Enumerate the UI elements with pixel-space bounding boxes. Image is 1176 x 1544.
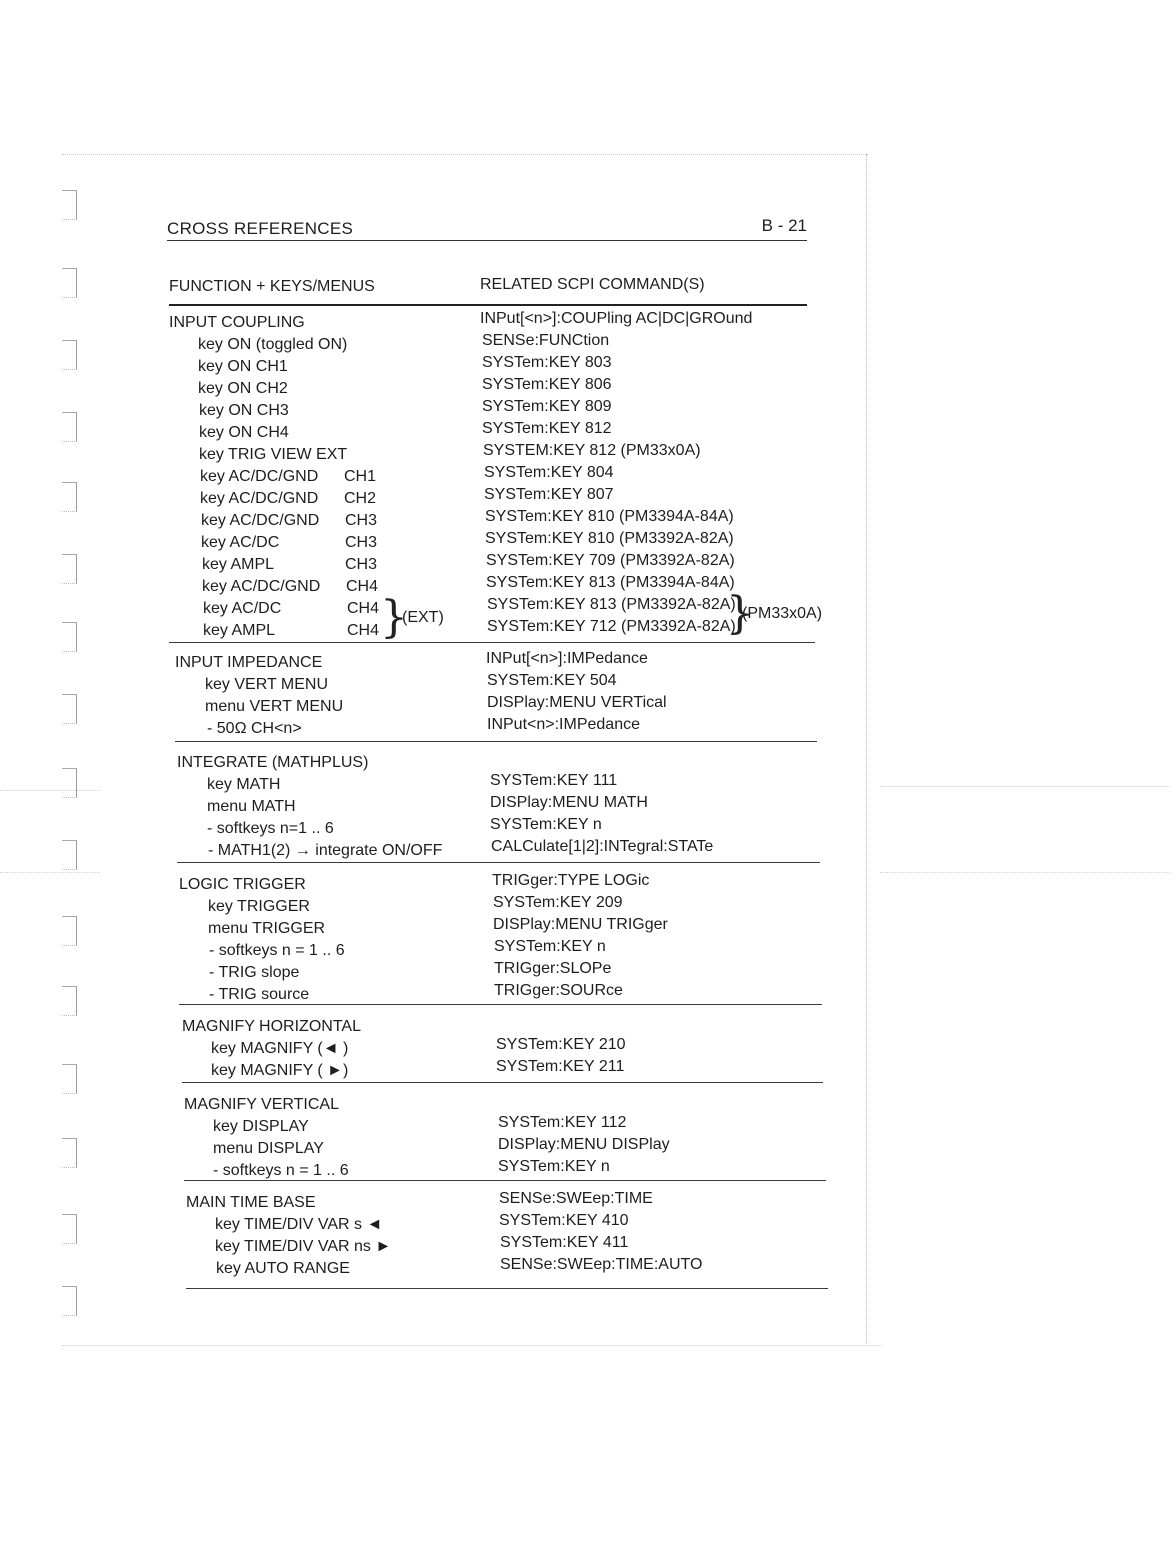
column-header-scpi: RELATED SCPI COMMAND(S)	[480, 276, 705, 293]
row-label: key AUTO RANGE	[216, 1260, 350, 1277]
row-command: SYSTem:KEY 211	[496, 1058, 625, 1075]
section-title-command: INPut[<n>]:IMPedance	[486, 650, 648, 667]
row-command: SYSTem:KEY n	[494, 938, 606, 955]
row-label: menu VERT MENU	[205, 698, 344, 715]
row-command: SYSTem:KEY 803	[482, 354, 612, 371]
row-label: - TRIG source	[209, 986, 310, 1003]
row-label: key AC/DC	[203, 600, 282, 617]
section-magnify-horizontal	[182, 1014, 823, 1083]
row-label: menu DISPLAY	[213, 1140, 324, 1157]
scan-ghost-line	[0, 790, 100, 791]
section-title: MAIN TIME BASE	[186, 1194, 316, 1211]
row-label: key AC/DC/GND	[201, 512, 320, 529]
row-label: - softkeys n=1 .. 6	[207, 820, 334, 837]
row-label: key AC/DC	[201, 534, 280, 551]
scan-edge-right	[866, 154, 867, 1344]
section-integrate-mathplus	[177, 750, 820, 863]
row-label: key AMPL	[203, 622, 276, 639]
section-logic-trigger	[179, 870, 822, 1005]
row-label: key MATH	[207, 776, 281, 793]
row-label: - 50Ω CH<n>	[207, 720, 302, 737]
section-title: INPUT COUPLING	[169, 314, 305, 331]
row-label: key ON (toggled ON)	[198, 336, 348, 353]
row-label: - softkeys n = 1 .. 6	[209, 942, 345, 959]
scan-ghost-line	[0, 872, 100, 873]
row-channel: CH3	[345, 534, 378, 551]
row-command: SYSTem:KEY 411	[500, 1234, 629, 1251]
row-label: - TRIG slope	[209, 964, 300, 981]
row-command: SYSTem:KEY 111	[490, 772, 618, 789]
scan-edge-bottom	[62, 1345, 882, 1346]
row-command: SYSTem:KEY 112	[498, 1114, 627, 1131]
row-label: key ON CH4	[199, 424, 289, 441]
row-channel: CH4	[347, 622, 380, 639]
row-command: INPut<n>:IMPedance	[487, 716, 640, 733]
section-input-impedance	[175, 648, 817, 742]
row-command: SYSTem:KEY 210	[496, 1036, 626, 1053]
row-command: DISPlay:MENU TRIGger	[493, 916, 668, 933]
section-title: LOGIC TRIGGER	[179, 876, 306, 893]
row-command: SYSTem:KEY 810 (PM3392A-82A)	[485, 530, 734, 547]
scan-ghost-line	[880, 786, 1170, 787]
column-header-function: FUNCTION + KEYS/MENUS	[169, 278, 375, 295]
row-command: SYSTem:KEY 209	[493, 894, 623, 911]
row-command: TRIGger:SLOPe	[494, 960, 612, 977]
section-title-command: INPut[<n>]:COUPling AC|DC|GROund	[480, 310, 753, 327]
row-command: TRIGger:SOURce	[494, 982, 623, 999]
row-command: SYSTem:KEY 809	[482, 398, 612, 415]
row-command: SYSTem:KEY 813 (PM3394A-84A)	[486, 574, 735, 591]
column-headers	[169, 276, 807, 306]
row-command: DISPlay:MENU MATH	[490, 794, 648, 811]
page-number: B - 21	[761, 216, 807, 235]
row-channel: CH3	[345, 556, 378, 573]
section-magnify-vertical	[184, 1092, 826, 1181]
row-label: key ON CH2	[198, 380, 288, 397]
section-input-coupling	[169, 308, 823, 643]
row-label: - softkeys n = 1 .. 6	[213, 1162, 349, 1179]
row-channel: CH4	[346, 578, 379, 595]
row-label: key TRIGGER	[208, 898, 310, 915]
row-channel: CH3	[345, 512, 378, 529]
row-command: SYSTem:KEY 812	[482, 420, 612, 437]
row-command: SYSTem:KEY 712 (PM3392A-82A)	[487, 618, 736, 635]
row-label: key ON CH3	[199, 402, 289, 419]
pm-brace: }	[726, 588, 754, 639]
row-label: key TIME/DIV VAR s ◄	[215, 1216, 383, 1233]
row-label: key MAGNIFY ( ►)	[211, 1062, 349, 1079]
page-title: CROSS REFERENCES	[167, 219, 354, 238]
row-command: DISPlay:MENU DISPlay	[498, 1136, 670, 1153]
row-command: SYSTEM:KEY 812 (PM33x0A)	[483, 442, 701, 459]
row-label: key AC/DC/GND	[202, 578, 321, 595]
row-label: key VERT MENU	[205, 676, 328, 693]
ext-note: (EXT)	[402, 609, 444, 626]
row-command: SYSTem:KEY n	[498, 1158, 610, 1175]
row-command: DISPlay:MENU VERTical	[487, 694, 667, 711]
row-command: CALCulate[1|2]:INTegral:STATe	[491, 838, 714, 855]
row-command: SYSTem:KEY 504	[487, 672, 617, 689]
row-command: SYSTem:KEY 410	[499, 1212, 629, 1229]
row-label: key AC/DC/GND	[200, 490, 319, 507]
binding-holes	[58, 190, 84, 1510]
section-title-command: SENSe:SWEep:TIME	[499, 1190, 653, 1207]
row-label: menu MATH	[207, 798, 296, 815]
row-label: key AC/DC/GND	[200, 468, 319, 485]
section-main-time-base	[186, 1188, 828, 1289]
pm-note: (PM33x0A)	[742, 605, 823, 622]
row-command: SYSTem:KEY 810 (PM3394A-84A)	[485, 508, 734, 525]
row-command: SENSe:SWEep:TIME:AUTO	[500, 1256, 703, 1273]
section-title: MAGNIFY HORIZONTAL	[182, 1018, 361, 1035]
ext-brace: }	[380, 592, 408, 643]
scan-edge-top	[62, 154, 868, 155]
row-label: key DISPLAY	[213, 1118, 309, 1135]
row-label: key TIME/DIV VAR ns ►	[215, 1238, 392, 1255]
row-label: key ON CH1	[198, 358, 288, 375]
section-title: INPUT IMPEDANCE	[175, 654, 323, 671]
row-label: key TRIG VIEW EXT	[199, 446, 348, 463]
row-label: menu TRIGGER	[208, 920, 326, 937]
row-channel: CH4	[347, 600, 380, 617]
scan-ghost-line	[880, 872, 1170, 873]
section-title-command: TRIGger:TYPE LOGic	[492, 872, 650, 889]
page-header	[167, 214, 807, 241]
row-label: key MAGNIFY (◄ )	[211, 1040, 349, 1057]
row-command: SENSe:FUNCtion	[482, 332, 610, 349]
row-label: - MATH1(2) → integrate ON/OFF	[208, 842, 443, 859]
row-command: SYSTem:KEY 813 (PM3392A-82A)	[487, 596, 736, 613]
row-label: key AMPL	[202, 556, 275, 573]
row-channel: CH2	[344, 490, 377, 507]
row-command: SYSTem:KEY n	[490, 816, 602, 833]
row-command: SYSTem:KEY 804	[484, 464, 614, 481]
row-command: SYSTem:KEY 709 (PM3392A-82A)	[486, 552, 735, 569]
section-title: MAGNIFY VERTICAL	[184, 1096, 339, 1113]
row-channel: CH1	[344, 468, 377, 485]
row-command: SYSTem:KEY 807	[484, 486, 614, 503]
row-command: SYSTem:KEY 806	[482, 376, 612, 393]
section-title: INTEGRATE (MATHPLUS)	[177, 754, 369, 771]
